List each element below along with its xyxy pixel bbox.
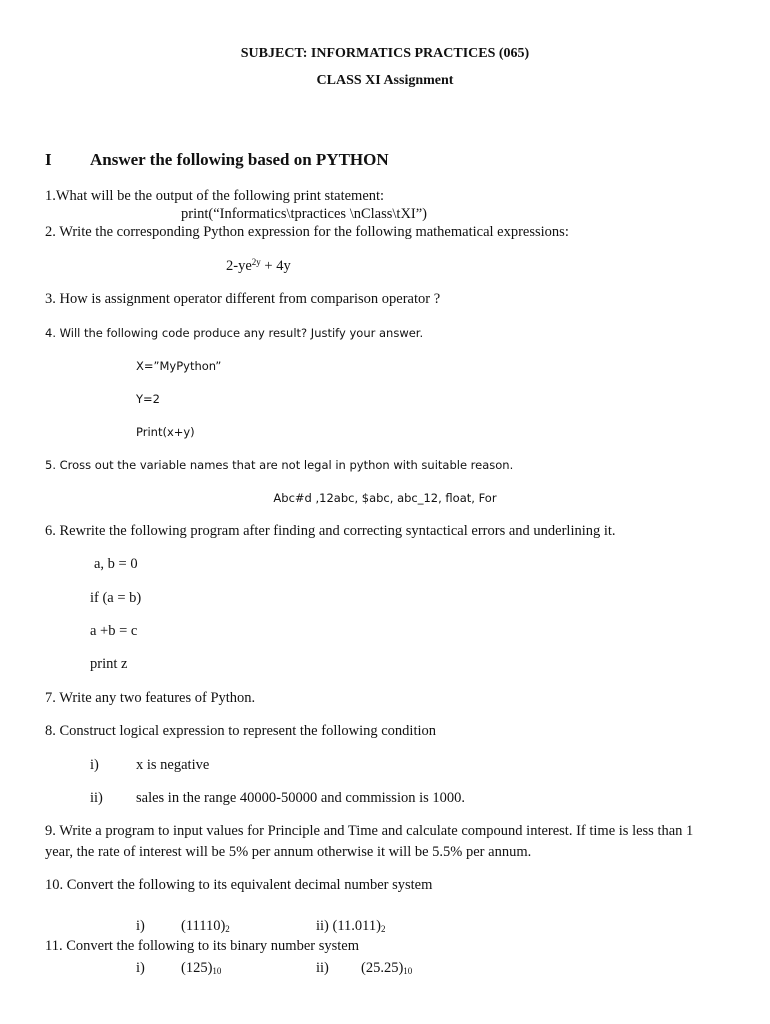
question-4-code-line: Print(x+y) <box>136 425 195 439</box>
question-7-text: 7. Write any two features of Python. <box>45 690 256 706</box>
question-9-text-line-1: 9. Write a program to input values for Principle and Time and calculate compound interest. If time is less than 1 <box>45 823 694 839</box>
question-11-text: 11. Convert the following to its binary number system <box>45 938 359 954</box>
number-value: (125) <box>181 960 213 976</box>
number-value: (11110) <box>181 918 226 934</box>
question-8-text: 8. Construct logical expression to represent the following condition <box>45 723 437 739</box>
number-value: ii) (11.011) <box>316 918 381 934</box>
question-11-item-number: ii) <box>316 960 329 976</box>
question-2-text: 2. Write the corresponding Python expression for the following mathematical expressions: <box>45 224 569 240</box>
question-10-item-b <box>316 918 385 935</box>
number-base: 10 <box>212 966 222 976</box>
expression-exponent: 2y <box>251 257 261 267</box>
question-1-text: 1.What will be the output of the following print statement: <box>45 188 385 204</box>
section-title: Answer the following based on PYTHON <box>90 150 389 169</box>
question-10-item-a <box>181 918 230 935</box>
question-11-item-b <box>361 960 412 977</box>
question-8-item-number: ii) <box>90 790 103 806</box>
number-base: 2 <box>380 924 386 934</box>
question-6-code-line: a, b = 0 <box>94 556 138 572</box>
question-8-item-text: x is negative <box>136 757 210 773</box>
question-1-code: print(“Informatics\tpractices \nClass\tXI”) <box>181 206 428 222</box>
question-10-item-number: i) <box>136 918 145 934</box>
question-9-text-line-2: year, the rate of interest will be 5% per annum otherwise it will be 5.5% per annum. <box>45 844 532 860</box>
question-6-code-line: if (a = b) <box>90 590 142 606</box>
question-5-variable-names: Abc#d ,12abc, $abc, abc_12, float, For <box>273 491 497 505</box>
question-11-item-number: i) <box>136 960 145 976</box>
question-2-expression <box>226 257 291 275</box>
question-6-code-line: print z <box>90 656 128 672</box>
question-11-item-a <box>181 960 221 977</box>
question-10-text: 10. Convert the following to its equivalent decimal number system <box>45 877 433 893</box>
class-heading: CLASS XI Assignment <box>316 73 454 88</box>
subject-heading: SUBJECT: INFORMATICS PRACTICES (065) <box>240 46 530 61</box>
number-base: 10 <box>403 966 413 976</box>
expression-part: 2-ye <box>226 258 252 274</box>
question-6-code-line: a +b = c <box>90 623 138 639</box>
question-3-text: 3. How is assignment operator different from comparison operator ? <box>45 291 441 307</box>
section-numeral: I <box>45 150 52 169</box>
question-8-item-number: i) <box>90 757 99 773</box>
number-base: 2 <box>225 924 230 934</box>
question-4-text: 4. Will the following code produce any result? Justify your answer. <box>45 326 424 340</box>
question-4-code-line: X=”MyPython” <box>136 359 222 373</box>
question-8-item-text: sales in the range 40000-50000 and commission is 1000. <box>136 790 466 806</box>
question-6-text: 6. Rewrite the following program after finding and correcting syntactical errors and underlining it. <box>45 523 616 539</box>
number-value: (25.25) <box>361 960 404 976</box>
question-5-text: 5. Cross out the variable names that are not legal in python with suitable reason. <box>45 458 514 472</box>
expression-part: + 4y <box>260 258 291 274</box>
question-4-code-line: Y=2 <box>136 392 160 406</box>
